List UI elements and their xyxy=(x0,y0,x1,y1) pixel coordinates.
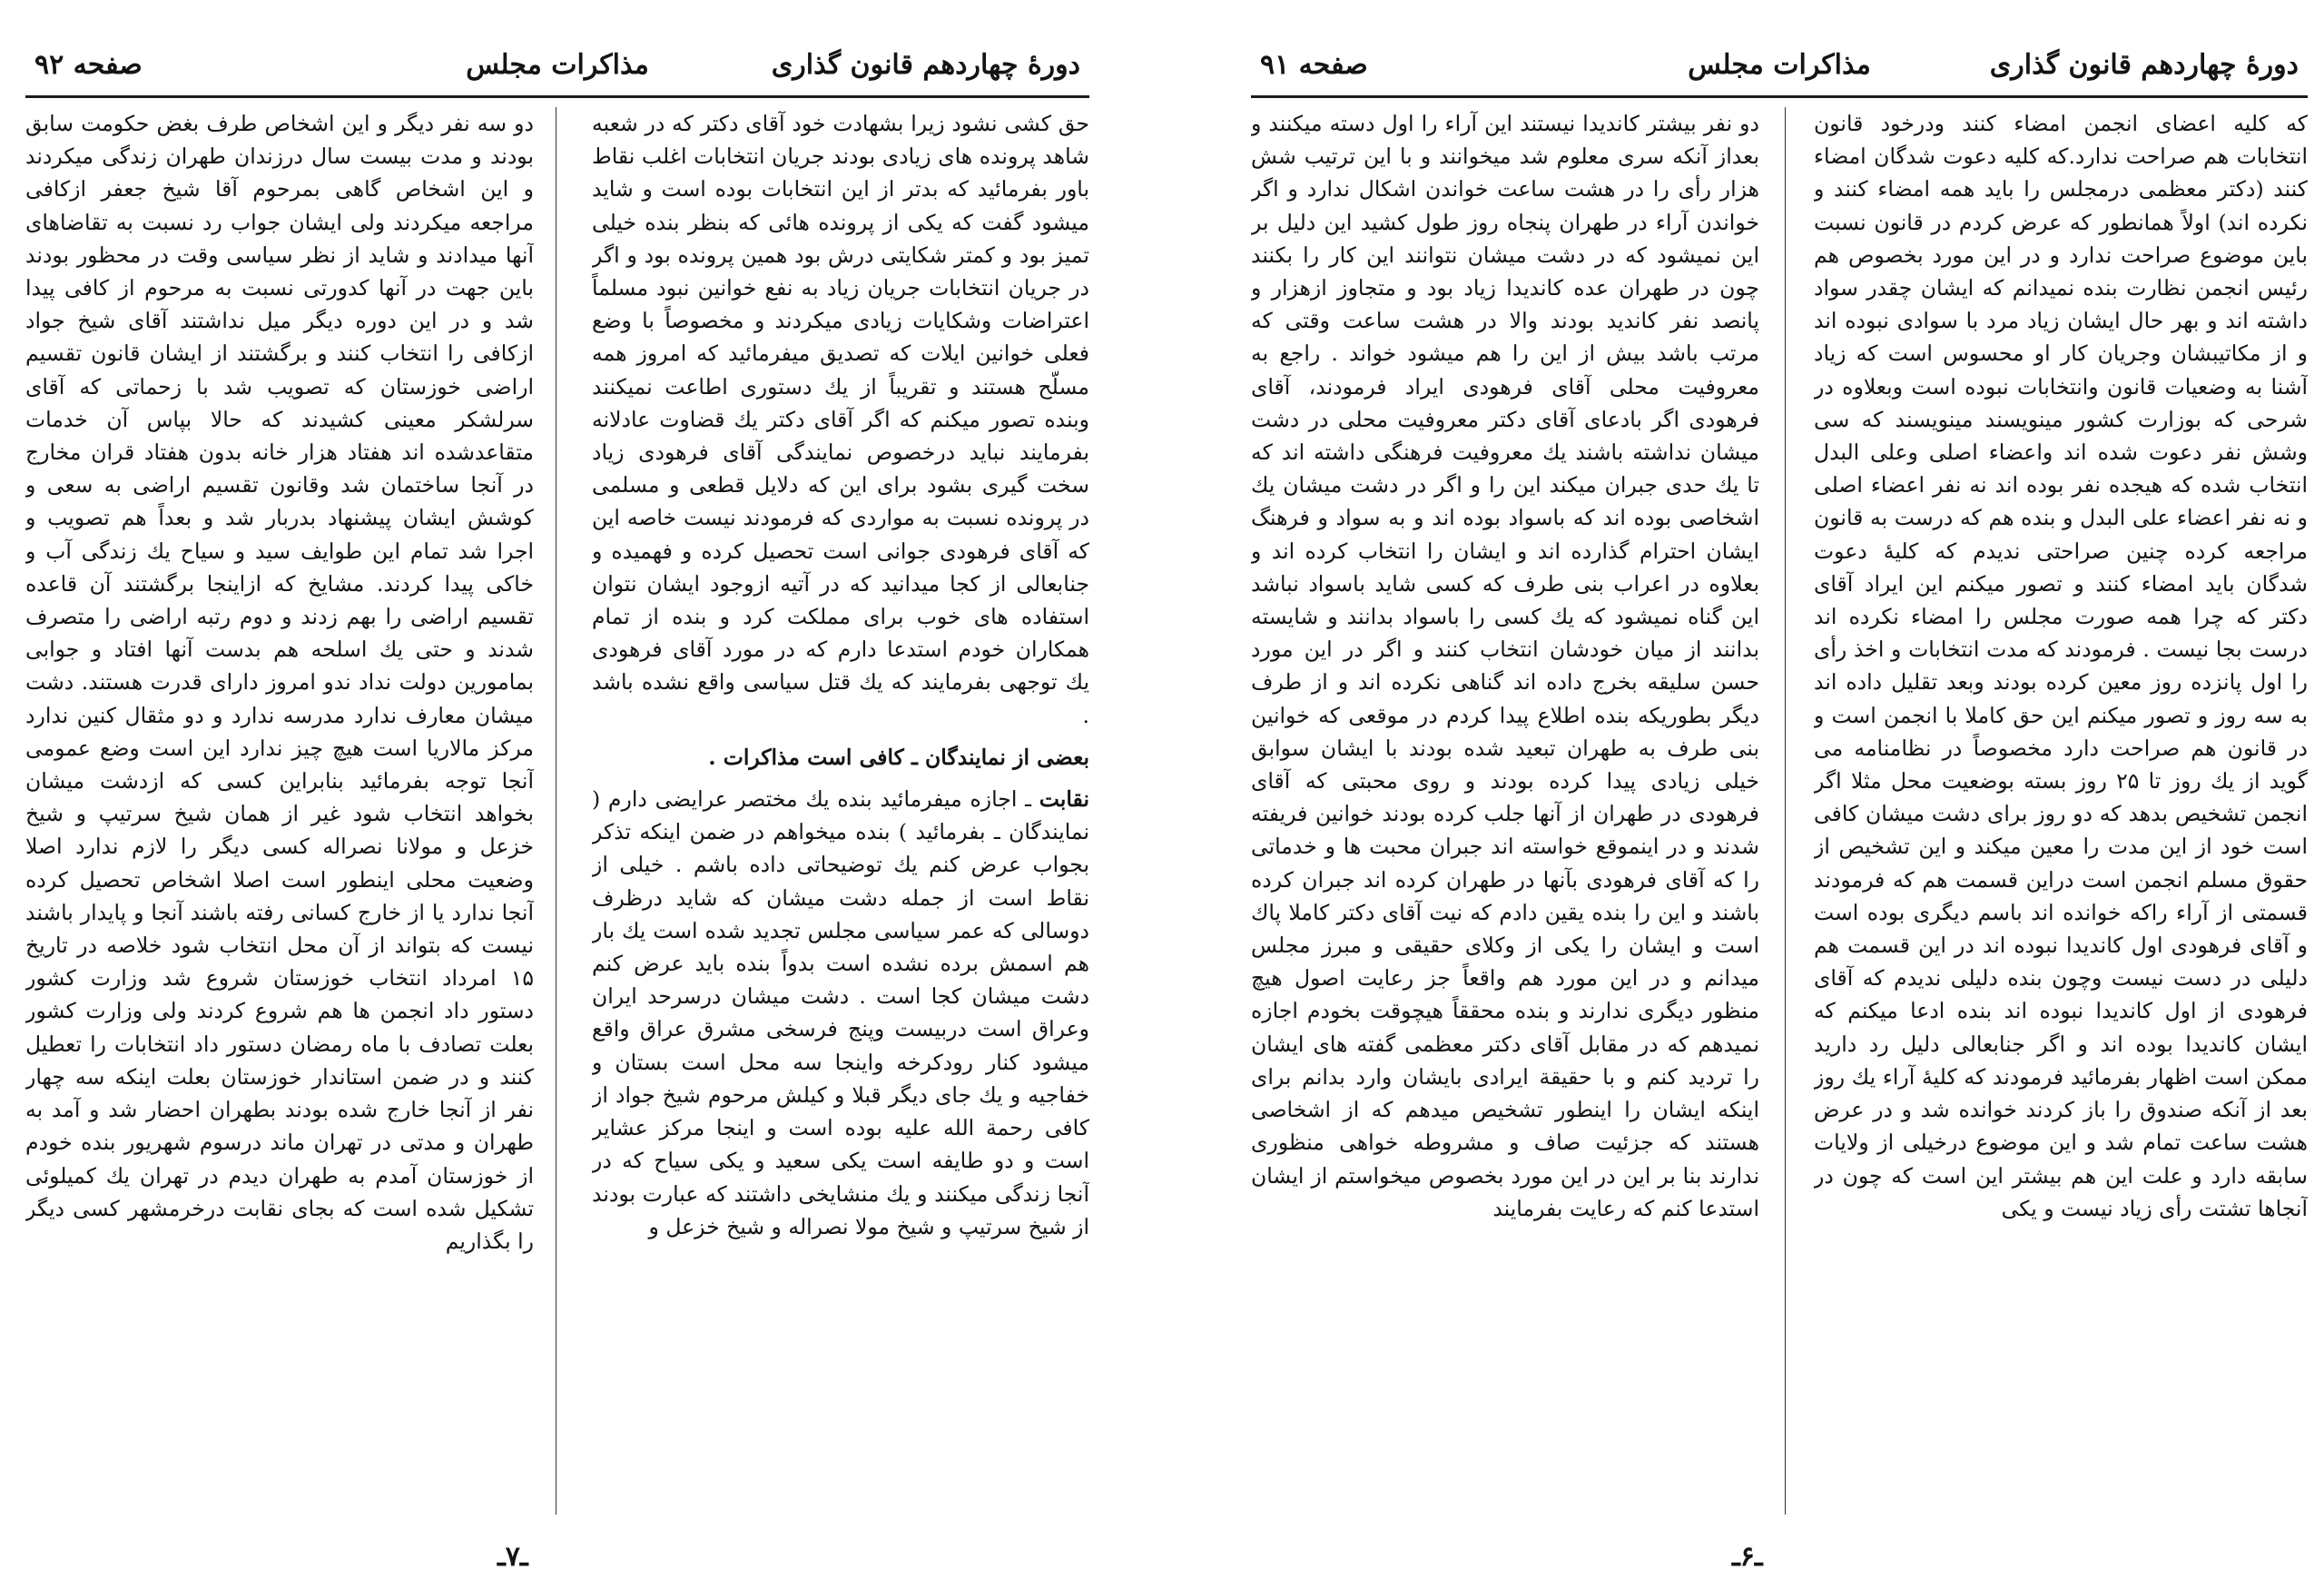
header-title: مذاکرات مجلس xyxy=(466,49,649,81)
text-columns xyxy=(25,107,1089,1516)
paragraph: دو سه نفر دیگر و این اشخاص طرف بغض حکومت سابق بودند و مدت بیست سال درزندان طهران زندگی میکردند و این اشخاص گاهی بمرحوم آقا شیخ جعفر ازکافی مراجعه میکردند ولی ایشان جواب رد نسبت به تقاضاهای آنها میدادند و شاید از نظر سیاسی وقت در محظور بودند باین جهت در آنها کدورتی نسبت به مرحوم از کافی پیدا شد و در این دوره دیگر میل نداشتند آقای شیخ جواد ازکافی را انتخاب کنند و برگشتند از ایشان قانون تقسیم اراضی خوزستان که تصویب شد با زحماتی که آقای سرلشکر معینی کشیدند که حالا بپاس آن خدمات متقاعدشده اند هفتاد هزار خانه بدون هفتاد قران مخارج در آنجا ساختمان شد وقانون تقسیم اراضی به سعی و کوشش ایشان پیشنهاد بدربار شد و بعداً هم تصویب و اجرا شد تمام این طوایف سید و سیاح یك زندگی آب و خاکی پیدا کردند. مشایخ که ازاینجا برگشتند آن قاعده تقسیم اراضی را بهم زدند و دوم رتبه اراضی را متصرف شدند و حتی یك اسلحه هم بدست آنها افتاد و جوابی بمامورین دولت نداد ندو امروز دارای قدرت هستند. دشت میشان معارف ندارد مدرسه ندارد و دو مثقال کنین ندارد مرکز مالاریا است هیچ چیز ندارد این است وضع عمومی آنجا توجه بفرمائید بنابراین کسی که ازدشت میشان بخواهد انتخاب شود غیر از همان شیخ سرتیپ و شیخ خزعل و مولانا نصراله کسی دیگر را لازم ندارد اصلا وضعیت محلی اینطور است اصلا اشخاص تحصیل کرده آنجا ندارد یا از خارج کسانی رفته باشند آنجا و پایدار باشند نیست که بتواند از آن محل انتخاب شود خلاصه در تاریخ ۱۵ امرداد انتخاب خوزستان شروع شد وزارت کشور دستور داد انجمن ها هم شروع کردند ولی وزارت کشور بعلت تصادف با ماه رمضان دستور داد انتخابات را تعطیل کنند و در ضمن استاندار خوزستان بعلت اینکه سه چهار نفر از آنجا خارج شده بودند بطهران احضار شد و آمد به طهران و مدتی در تهران ماند درسوم شهریور بنده خودم از خوزستان آمدم به طهران دیدم در تهران یك کمیلوئی تشکیل شده است که بجای نقابت درخرمشهر کسی دیگر را بگذاریم xyxy=(25,111,534,1254)
paragraph: که کلیه اعضای انجمن امضاء کنند ودرخود قانون انتخابات هم صراحت ندارد.که کلیه دعوت شدگان امضاء کنند (دکتر معظمی درمجلس را باید همه امضاء کنند و نکرده اند) اولاً همانطور که عرض کردم در قانون نسبت باین موضوع صراحت ندارد و در این مورد بخصوص هم رئیس انجمن نظارت بنده نمیدانم که ایشان چقدر سواد داشته اند و بهر حال ایشان زیاد مرد با سوادی نبوده اند و از مکاتیبشان وجریان کار او محسوس است که زیاد آشنا به وضعیات قانون وانتخابات نبوده است وبعلاوه در شرحی که بوزارت کشور مینویسند مینویسند که سی وشش نفر دعوت شده اند واعضاء اصلی وعلی البدل انتخاب شده که هیجده نفر بوده اند نه نفر اعضاء اصلی و نه نفر اعضاء علی البدل و بنده هم که درست به قانون مراجعه کرده چنین صراحتی ندیدم که کلیهٔ دعوت شدگان باید امضاء کنند و تصور میکنم این ایراد آقای دکتر که چرا همه صورت مجلس را امضاء نکرده اند درست بجا نیست . فرمودند که مدت انتخابات و اخذ رأی را اول پانزده روز معین کرده بودند وبعد تقلیل داده اند به سه روز و تصور میکنم این حق کاملا با انجمن است و در قانون هم صراحت دارد مخصوصاً در نظامنامه می گوید از یك روز تا ۲۵ روز بسته بوضعیت محل مثلا اگر انجمن تشخیص بدهد که دو روز برای دشت میشان کافی است خود از این مدت را معین میکند و این تشخیص از حقوق مسلم انجمن است دراین قسمت هم که فرمودند قسمتی از آراء راکه خوانده اند باسم دیگری بوده است و آقای فرهودی اول کاندیدا نبوده اند در این قسمت هم دلیلی در دست نیست وچون بنده دلیلی ندیدم که آقای فرهودی از اول کاندیدا نبوده اند بنده ادعا میکنم که ایشان کاندیدا بوده اند و اگر جنابعالی دلیل رد دارید ممکن است اظهار بفرمائید فرمودند که کلیهٔ آراء یك روز بعد از آنکه صندوق را باز کردند خوانده شد و در عرض هشت ساعت تمام شد و این موضوع درخیلی از ولایات سابقه دارد و علت این هم بیشتر این است که چون در آنجاها تشتت رأی زیاد نیست و یکی xyxy=(1814,111,2308,1221)
interjection: بعضی از نمایندگان ـ کافی است مذاکرات . xyxy=(708,744,1089,770)
column-left xyxy=(1251,107,1759,1516)
text-columns xyxy=(1251,107,2308,1516)
page-footer: ـ۷ـ xyxy=(497,1541,528,1573)
header-series: دورهٔ چهاردهم قانون گذاری xyxy=(1989,49,2299,81)
page-header xyxy=(1251,42,2308,98)
column-divider xyxy=(1785,107,1786,1515)
column-right xyxy=(1814,107,2308,1516)
header-rule xyxy=(1251,95,2308,98)
column-left xyxy=(25,107,534,1516)
speaker-name: نقابت xyxy=(1039,786,1089,813)
header-series: دورهٔ چهاردهم قانون گذاری xyxy=(771,49,1080,81)
page-footer: ـ۶ـ xyxy=(1732,1541,1763,1573)
paragraph: دو نفر بیشتر کاندیدا نیستند این آراء را اول دسته میکنند و بعداز آنکه سری معلوم شد میخوانند و با این ترتیب شش هزار رأی را در هشت ساعت خواندن اشکال ندارد و اگر خواندن آراء در طهران پنجاه روز طول کشید این دلیل بر این نمیشود که در دشت میشان نتوانند این کار را بکنند چون در طهران عده کاندیدا زیاد بود و متجاوز ازهزار و پانصد نفر کاندید بودند والا در هشت ساعت وقتی که مرتب باشد بیش از این را هم میشود خواند . راجع به معروفیت محلی آقای فرهودی ایراد فرمودند، آقای فرهودی اگر بادعای آقای دکتر معروفیت محلی در دشت میشان نداشته باشند یك معروفیت فرهنگی داشته اند که تا یك حدی جبران میکند این را و اگر در دشت میشان یك اشخاصی بوده اند که باسواد بوده اند و به سواد و فرهنگ ایشان احترام گذارده اند و ایشان را انتخاب کرده اند و بعلاوه در اعراب بنی طرف که کسی شاید باسواد نباشد این گناه نمیشود که یك کسی را باسواد بدانند و شایسته بدانند از میان خودشان انتخاب کنند و اگر در این مورد حسن سلیقه بخرج داده اند گناهی نکرده اند و از طرف دیگر بطوریکه بنده اطلاع پیدا کردم در موقعی که خوانین بنی طرف به طهران تبعید شده بودند با ایشان سوابق خیلی زیادی پیدا کرده بودند و روی محبتی که آقای فرهودی در طهران از آنها جلب کرده بودند خوانین فریفته شدند و در اینموقع خواسته اند جبران محبت ها و خدماتی را که آقای فرهودی بآنها در طهران کرده اند جبران کرده باشند و این را بنده یقین دادم که نیت آقای دکتر کاملا پاك است و ایشان را یکی از وکلای حقیقی و مبرز مجلس میدانم و در این مورد هم واقعاً جز رعایت اصول هیچ منظور دیگری ندارند و بنده محققاً هیچوقت بخودم اجازه نمیدهم که در مقابل آقای دکتر معظمی گفته های ایشان را تردید کنم و با حقیقة ایرادی بایشان وارد بدانم برای اینکه ایشان را اینطور تشخیص میدهم که از اشخاصی هستند که جزئیت صاف و مشروطه خواهی منظوری ندارند بنا بر این در این مورد بخصوص میخواستم از ایشان استدعا کنم که رعایت بفرمایند xyxy=(1251,111,1759,1221)
speech-text: ـ اجازه میفرمائید بنده یك مختصر عرایضی دارم ( نمایندگان ـ بفرمائید ) بنده میخواهم در ضمن اینکه تذکر بجواب عرض کنم یك توضیحاتی داده باشم . خیلی از نقاط است از جمله دشت میشان که شاید درظرف دوسالی که عمر سیاسی مجلس تجدید شده است یك بار هم اسمش برده نشده است بدواً بنده باید عرض کنم دشت میشان کجا است . دشت میشان درسرحد ایران وعراق است دربیست وپنج فرسخی مشرق عراق واقع میشود کنار رودکرخه واینجا سه محل است بستان و خفاجیه و یك جای دیگر قبلا و کیلش مرحوم شیخ جواد از کافی رحمة الله علیه بوده است و اینجا مرکز عشایر است و دو طایفه است یکی سعید و یکی سیاح که در آنجا زندگی میکنند و یك منشایخی داشتند که عبارت بودند از شیخ سرتیپ و شیخ مولا نصراله و شیخ خزعل و xyxy=(592,786,1089,1239)
page-92 xyxy=(25,0,1089,1589)
speech-paragraph xyxy=(592,783,1089,1243)
header-title: مذاکرات مجلس xyxy=(1688,49,1871,81)
header-page-number: صفحه ۹۱ xyxy=(1260,49,1368,81)
paragraph: حق کشی نشود زیرا بشهادت خود آقای دکتر که در شعبه شاهد پرونده های زیادی بودند جریان انتخابات اغلب نقاط باور بفرمائید که بدتر از این انتخابات بوده است و شاید میشود گفت که یکی از پرونده هائی که بنظر بنده خیلی تمیز بود و کمتر شکایتی درش بود همین پرونده بود و اگر در جریان انتخابات جریان زیاد به نفع خوانین نبود مسلماً اعتراضات وشکایات زیادی میکردند و مخصوصاً با وضع فعلی خوانین ایلات که تصدیق میفرمائید که امروز همه مسلّح هستند و تقریباً از یك دستوری اطاعت نمیکنند وبنده تصور میکنم که اگر آقای دکتر یك قضاوت عادلانه بفرمایند نباید درخصوص نمایندگی آقای فرهودی زیاد سخت گیری بشود برای این که دلایل قطعی و مسلمی در پرونده نسبت به مواردی که فرمودند نیست خاصه این که آقای فرهودی جوانی است تحصیل کرده و فهمیده و جنابعالی از کجا میدانید که در آتیه ازوجود ایشان نتوان استفاده های خوب برای مملکت کرد و بنده از تمام همکاران خودم استدعا دارم که در مورد آقای فرهودی یك توجهی بفرمایند که یك قتل سیاسی واقع نشده باشد . xyxy=(592,111,1089,728)
page-91 xyxy=(1251,0,2308,1589)
column-right xyxy=(592,107,1089,1516)
header-rule xyxy=(25,95,1089,98)
page-header xyxy=(25,42,1089,98)
header-page-number: صفحه ۹۲ xyxy=(34,49,143,81)
